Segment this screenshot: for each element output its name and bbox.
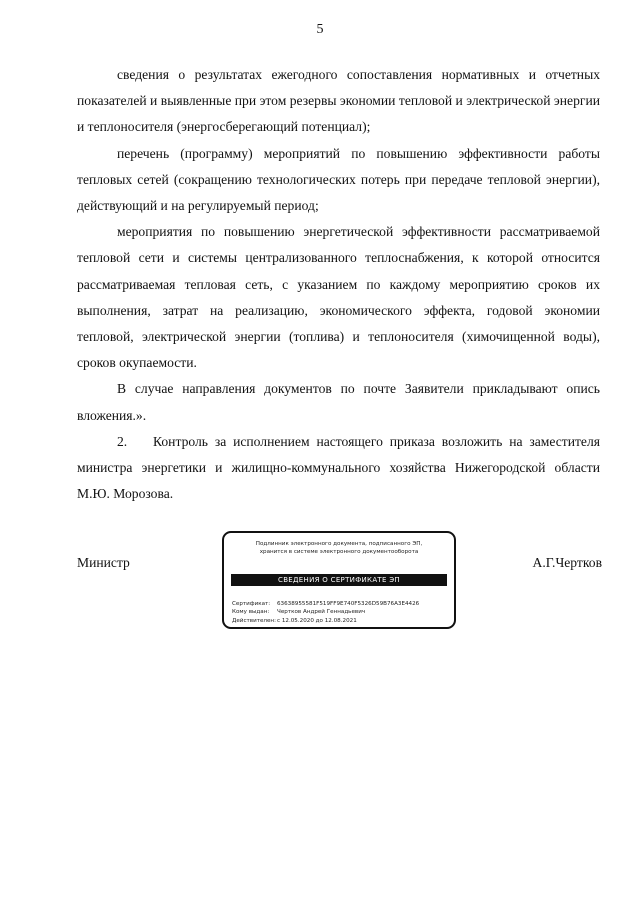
validity-row [232, 617, 419, 625]
signer-name: А.Г.Чертков [532, 555, 602, 570]
stamp-note-line: хранится в системе электронного документооборота [259, 549, 419, 555]
page-number: 5 [316, 22, 324, 37]
certificate-value: 63638955581F519FF9E740F5326D59B76A3E4426 [277, 601, 420, 607]
order-point-2 [77, 429, 600, 508]
paragraph-efficiency-measures: мероприятия по повышению энергетической эффективности рассматриваемой тепловой сети и системы централизованного теплоснабжения, к которой относится рассматриваемая тепловая сеть, с указанием по каждому мероприятию сроков их выполнения, затрат на реализацию, экономического эффекта, годовой экономии тепловой, электрической энергии (топлива) и теплоносителя (химочищенной воды), сроков окупаемости. [77, 224, 600, 371]
validity-label: Действителен: [232, 617, 276, 624]
stamp-header: СВЕДЕНИЯ О СЕРТИФИКАТЕ ЭП [231, 574, 447, 586]
point-number: 2. [117, 433, 128, 449]
issued-to-value: Чертков Андрей Геннадьевич [277, 609, 366, 616]
issued-to-label: Кому выдан: [232, 609, 270, 616]
stamp-note-line: Подлинник электронного документа, подписанного ЭП, [255, 541, 423, 547]
paragraph-energy-savings: сведения о результатах ежегодного сопоставления нормативных и отчетных показателей и выявленные при этом резервы экономии тепловой и электрической энергии и теплоносителя (энергосберегающий потенциал); [77, 67, 600, 135]
document-body [77, 62, 600, 507]
point-text: Контроль за исполнением настоящего приказа возложить на заместителя министра энергетики и жилищно-коммунального хозяйства Нижегородской области М.Ю. Морозова. [77, 433, 600, 502]
paragraph-measures-list: перечень (программу) мероприятий по повышению эффективности работы тепловых сетей (сокращению технологических потерь при передаче тепловой энергии), действующий и на регулируемый период; [77, 145, 600, 214]
issued-to-row [232, 608, 419, 616]
certificate-row [232, 600, 419, 608]
certificate-label: Сертификат: [232, 601, 271, 607]
stamp-note [224, 540, 454, 556]
electronic-signature-stamp [222, 531, 456, 629]
validity-value: с 12.05.2020 до 12.08.2021 [277, 617, 357, 624]
paragraph-mail-submission: В случае направления документов по почте Заявители прикладывают опись вложения.». [77, 381, 600, 423]
signer-position: Министр [77, 555, 130, 570]
stamp-details [232, 600, 419, 625]
